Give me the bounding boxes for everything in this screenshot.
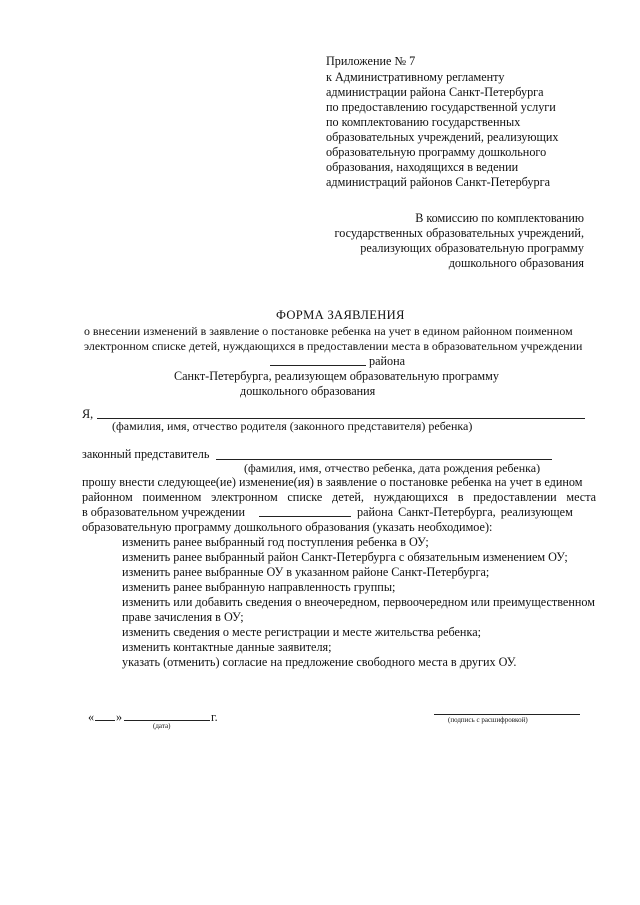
parent-name-caption: (фамилия, имя, отчество родителя (законного представителя) ребенка) <box>112 419 473 433</box>
appendix-line: администрации района Санкт-Петербурга <box>326 85 544 99</box>
appendix-line: администраций районов Санкт-Петербурга <box>326 175 551 189</box>
district-suffix: района <box>369 354 406 368</box>
district-blank-line <box>270 365 366 366</box>
signature-line <box>434 714 580 715</box>
appendix-line: по комплектованию государственных <box>326 115 521 129</box>
appendix-line: к Административному регламенту <box>326 70 505 84</box>
date-open-quote: « <box>88 710 95 724</box>
subtitle-line: дошкольного образования <box>240 384 376 398</box>
option-item: изменить сведения о месте регистрации и месте жительства ребенка; <box>122 625 481 639</box>
option-item: изменить или добавить сведения о внеочередном, первоочередном или преимущественном <box>122 595 595 609</box>
option-item: изменить ранее выбранный год поступления ребенка в ОУ; <box>122 535 429 549</box>
option-item: указать (отменить) согласие на предложение свободного места в других ОУ. <box>122 655 517 669</box>
addressee-line: В комиссию по комплектованию <box>415 211 584 225</box>
subtitle-line: о внесении изменений в заявление о постановке ребенка на учет в едином районном поименном <box>84 324 573 338</box>
addressee-line: реализующих образовательную программу <box>360 241 584 255</box>
representative-label: законный представитель <box>82 447 210 461</box>
i-label: Я, <box>82 407 94 421</box>
option-item: изменить контактные данные заявителя; <box>122 640 332 654</box>
subtitle-line: электронном списке детей, нуждающихся в предоставлении места в образовательном учреждении <box>84 339 583 353</box>
addressee-line: государственных образовательных учреждений, <box>334 226 584 240</box>
child-name-caption: (фамилия, имя, отчество ребенка, дата рождения ребенка) <box>244 461 541 475</box>
appendix-line: Приложение № 7 <box>326 54 416 68</box>
body-line: района Санкт-Петербурга, реализующем <box>357 505 573 519</box>
year-suffix: г. <box>211 710 218 724</box>
appendix-line: образовательных учреждений, реализующих <box>326 130 559 144</box>
form-title: ФОРМА ЗАЯВЛЕНИЯ <box>276 308 405 322</box>
option-item: изменить ранее выбранную направленность группы; <box>122 580 396 594</box>
signature-caption: (подпись с расшифровкой) <box>448 716 528 724</box>
appendix-line: по предоставлению государственной услуги <box>326 100 556 114</box>
body-line: образовательную программу дошкольного образования (указать необходимое): <box>82 520 493 534</box>
body-line: районном поименном электронном списке детей, нуждающихся в предоставлении места <box>82 490 597 504</box>
option-item: изменить ранее выбранный район Санкт-Петербурга с обязательным изменением ОУ; <box>122 550 568 564</box>
appendix-line: образования, находящихся в ведении <box>326 160 519 174</box>
body-line: в образовательном учреждении <box>82 505 245 519</box>
child-name-line <box>216 459 552 460</box>
date-caption: (дата) <box>153 722 171 730</box>
date-month-line <box>124 720 210 721</box>
option-item: изменить ранее выбранные ОУ в указанном районе Санкт-Петербурга; <box>122 565 490 579</box>
option-item: праве зачисления в ОУ; <box>122 610 244 624</box>
body-line: прошу внести следующее(ие) изменение(ия) в заявление о постановке ребенка на учет в едином <box>82 475 583 489</box>
date-day-line <box>95 720 115 721</box>
date-close-quote: » <box>116 710 123 724</box>
addressee-line: дошкольного образования <box>448 256 584 270</box>
institution-blank-line <box>259 516 351 517</box>
appendix-line: образовательную программу дошкольного <box>326 145 547 159</box>
subtitle-line: Санкт-Петербурга, реализующем образовательную программу <box>174 369 499 383</box>
